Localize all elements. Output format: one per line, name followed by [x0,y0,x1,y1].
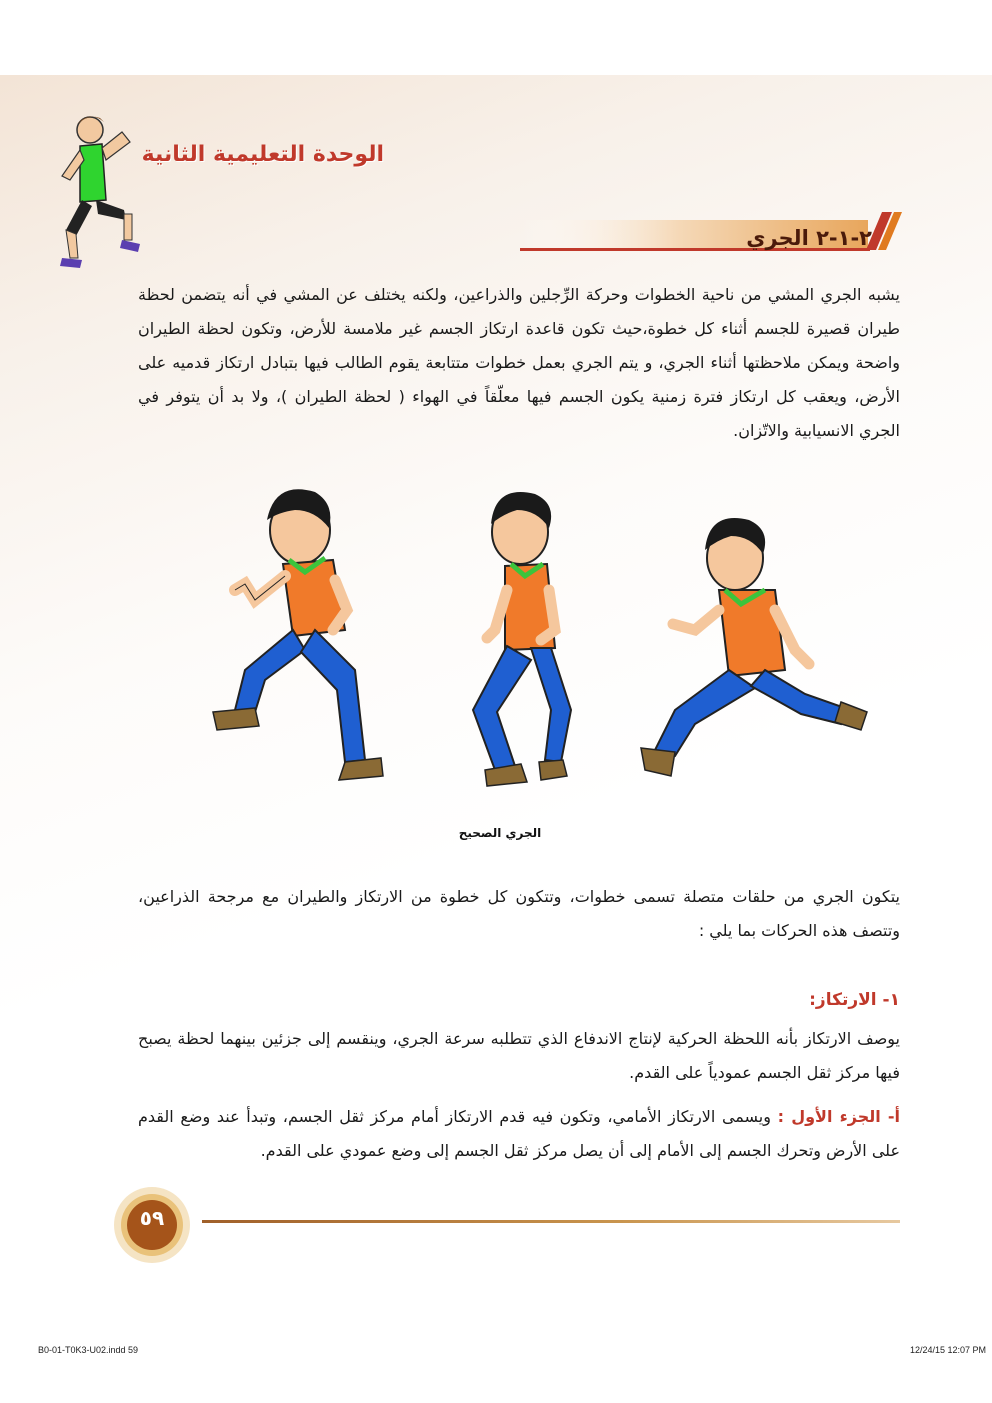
print-slug-file: B0-01-T0K3-U02.indd 59 [38,1345,139,1355]
footer-rule [202,1220,900,1223]
part-a-label: أ- الجزء الأول : [777,1107,901,1126]
runner-figure-left [213,489,383,780]
runner-mascot-icon [40,110,150,275]
part-a-paragraph [138,1100,900,1168]
part-a-text: ويسمى الارتكاز الأمامي، وتكون فيه قدم الارتكاز أمام مركز ثقل الجسم، وتبدأ عند وضع القدم على الأرض وتحرك الجسم إلى الأمام إلى أن يصل مركز ثقل الجسم إلى وضع عمودي على القدم. [138,1107,900,1160]
page-number: ٥٩ [139,1206,165,1230]
figure-caption: الجري الصحيح [458,826,542,840]
running-illustration [205,480,885,820]
support-paragraph: يوصف الارتكاز بأنه اللحظة الحركية لإنتاج الاندفاع الذي تتطلبه سرعة الجري، وينقسم إلى جزئين بينهما لحظة يصبح فيها مركز ثقل الجسم عمودياً على القدم. [138,1029,900,1082]
unit-title: الوحدة التعليمية الثانية [141,142,384,167]
cycle-paragraph: يتكون الجري من حلقات متصلة تسمى خطوات، وتتكون كل خطوة من الارتكاز والطيران مع مرجحة الذراعين، وتتصف هذه الحركات بما يلي : [138,887,900,940]
section-title: ٢-١-٢ الجري [746,226,872,250]
print-slug-date: 12/24/15 12:07 PM [909,1345,986,1355]
runner-figure-middle [473,492,571,786]
support-subheading: ١- الارتكاز: [809,990,900,1010]
intro-paragraph: يشبه الجري المشي من ناحية الخطوات وحركة الرِّجلين والذراعين، ولكنه يختلف عن المشي في أنه يتضمن لحظة طيران قصيرة للجسم أثناء كل خطوة،حيث تكون قاعدة ارتكاز الجسم غير ملامسة للأرض، وتكون لحظة الطيران واضحة ويمكن ملاحظتها أثناء الجري، و يتم الجري بعمل خطوات متتابعة يقوم الطالب فيها بتبادل ارتكاز قدميه على الأرض، ويعقب كل ارتكاز فترة زمنية يكون الجسم فيها معلّقاً في الهواء ( لحظة الطيران )، ولا بد أن يتوفر في الجري الانسيابية والاتّزان. [138,285,900,440]
runner-figure-right [641,518,867,776]
